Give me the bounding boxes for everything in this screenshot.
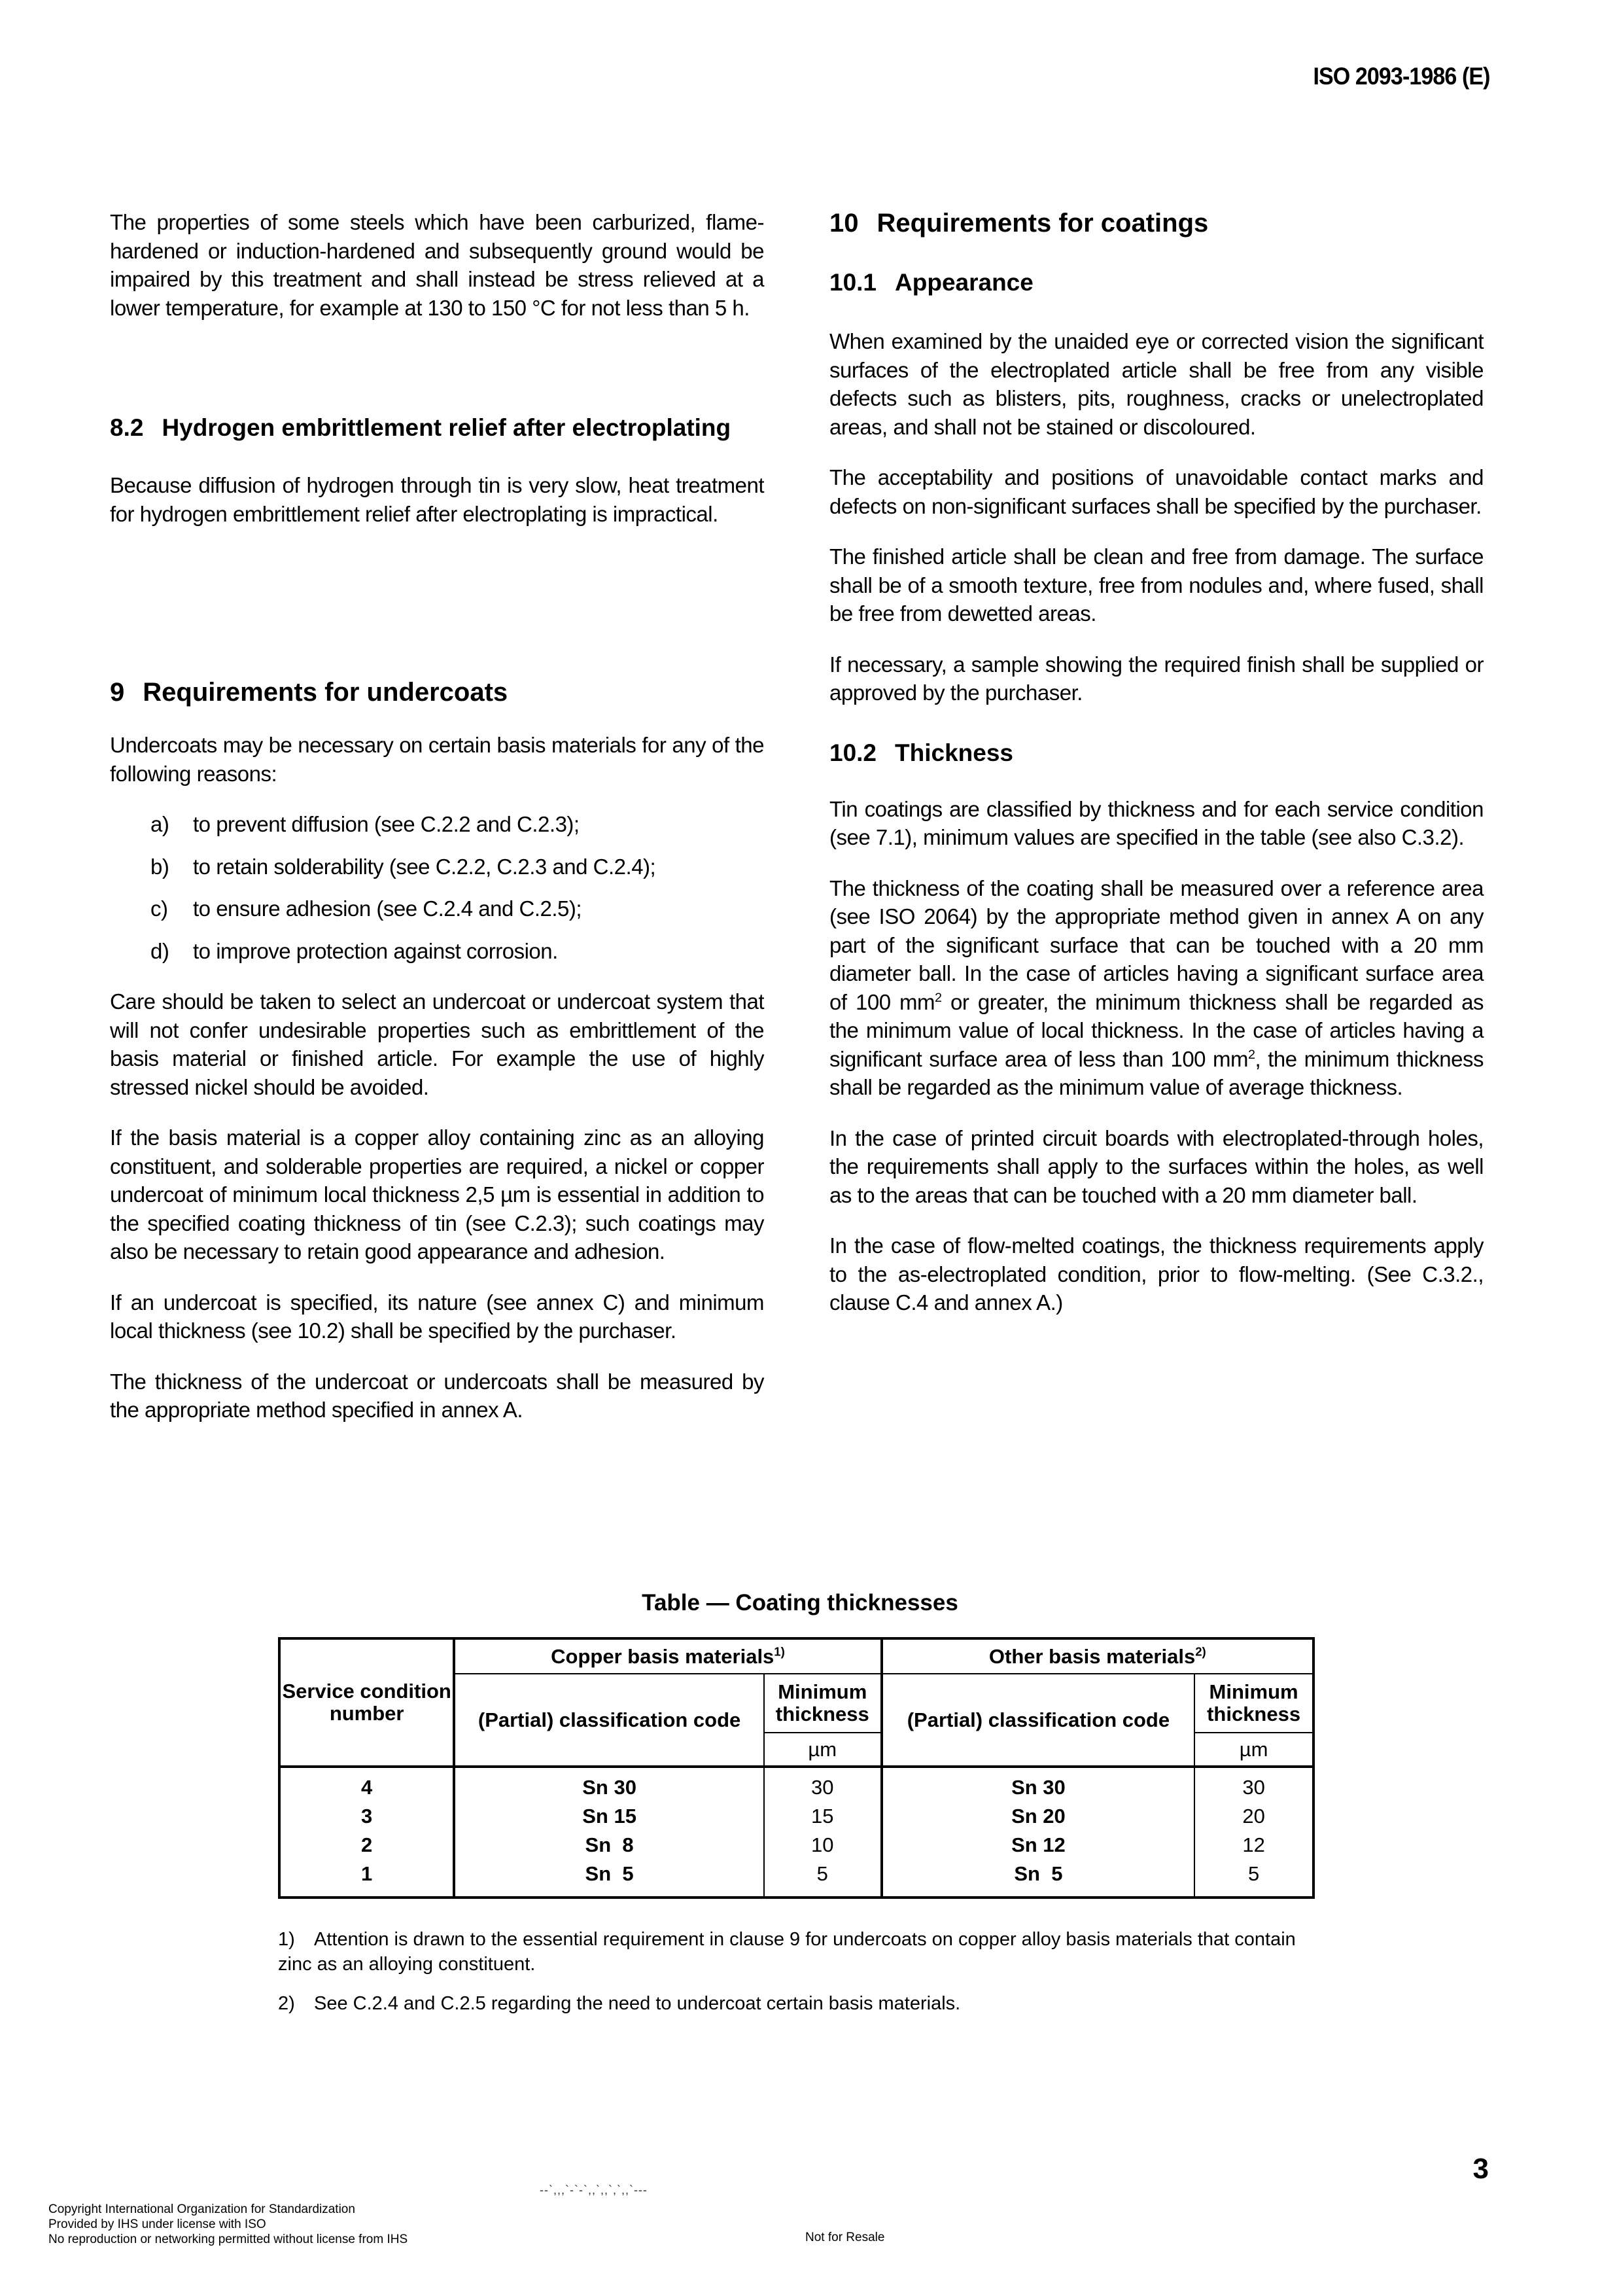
list-label: d) — [150, 938, 169, 963]
section-10-2-heading — [829, 736, 1484, 770]
header-service-condition: Service condition number — [279, 1638, 454, 1767]
cell: 3 — [361, 1805, 373, 1828]
cell: 12 — [1242, 1833, 1265, 1856]
copyright-footer — [48, 2202, 408, 2247]
section-number: 8.2 — [110, 414, 144, 441]
intro-paragraph: The properties of some steels which have been carburized, flame-hardened or induction-hardened and subsequently ground would be impaired by this treatment and shall instead be stress relieved at a lower temperature, for example at 130 to 150 °C for not less than 5 h. — [110, 210, 764, 320]
body-paragraph: Tin coatings are classified by thickness and for each service condition (see 7.1), minimum values are specified in the table (see also C.3.2). — [829, 796, 1484, 849]
list-text: to improve protection against corrosion. — [193, 938, 558, 963]
footnote — [278, 1991, 1325, 2016]
body-paragraph: If an undercoat is specified, its nature (see annex C) and minimum local thickness (see 10.2) shall be specified by the purchaser. — [110, 1290, 764, 1343]
reasons-list — [110, 810, 764, 965]
table-title — [0, 1590, 1600, 1616]
header-other-classification: (Partial) classification code — [882, 1674, 1195, 1767]
body-paragraph: The thickness of the undercoat or undercoats shall be measured by the appropriate method specified in annex A. — [110, 1369, 764, 1422]
header-copper-basis — [454, 1638, 881, 1674]
header-copper-classification: (Partial) classification code — [454, 1674, 764, 1767]
body-paragraph: In the case of flow-melted coatings, the thickness requirements apply to the as-electroplated condition, prior to flow-melting. (See C.3.2., clause C.4 and annex A.) — [829, 1233, 1484, 1315]
cell: 10 — [811, 1833, 834, 1856]
list-text: to prevent diffusion (see C.2.2 and C.2.3); — [193, 812, 580, 836]
section-title: Appearance — [895, 269, 1034, 296]
coating-thickness-table — [278, 1637, 1315, 1899]
body-paragraph: If necessary, a sample showing the required finish shall be supplied or approved by the purchaser. — [829, 652, 1484, 705]
list-label: c) — [150, 896, 168, 921]
section-title: Thickness — [895, 739, 1013, 766]
superscript: 2 — [1248, 1047, 1255, 1062]
superscript: 2 — [935, 990, 942, 1005]
section-8-2 — [110, 411, 764, 528]
unit-other: µm — [1194, 1733, 1313, 1767]
cell: Sn 15 — [582, 1805, 636, 1828]
document-id: ISO 2093-1986 (E) — [1313, 63, 1490, 90]
body-paragraph: Care should be taken to select an undercoat or undercoat system that will not confer undesirable properties such as embrittlement of the basis material or finished article. For example the use of highly stressed nickel should be avoided. — [110, 989, 764, 1099]
copper-code-cells — [454, 1767, 764, 1898]
footnote-ref: 1) — [774, 1644, 785, 1659]
unit-copper: µm — [764, 1733, 882, 1767]
copyright-line: Provided by IHS under license with ISO — [48, 2217, 266, 2231]
not-for-resale: Not for Resale — [805, 2231, 885, 2244]
section-title: Requirements for undercoats — [143, 678, 508, 707]
cell: Sn 30 — [1011, 1776, 1066, 1799]
cell: 5 — [816, 1862, 828, 1885]
list-item — [110, 853, 764, 881]
section-10-heading — [829, 207, 1484, 239]
cell: 4 — [361, 1776, 373, 1799]
table-body-row — [279, 1767, 1313, 1898]
section-9 — [110, 676, 764, 1424]
list-item — [110, 810, 764, 839]
body-paragraph: The acceptability and positions of unavoidable contact marks and defects on non-significant surfaces shall be specified by the purchaser. — [829, 465, 1484, 518]
list-text: to retain solderability (see C.2.2, C.2.3 and C.2.4); — [193, 854, 656, 879]
other-code-cells — [882, 1767, 1195, 1898]
body-paragraph: In the case of printed circuit boards with electroplated-through holes, the requirements shall apply to the surfaces within the holes, as well as to the areas that can be touched with a 20 mm diameter ball. — [829, 1125, 1484, 1207]
cell: Sn 5 — [1014, 1862, 1063, 1885]
list-label: a) — [150, 812, 169, 836]
text-run: or greater, the minimum thickness shall be regarded as the minimum value of local thickness. In the case of articles having a significant surface area of less than 100 mm — [829, 989, 1484, 1071]
cell: 30 — [1242, 1776, 1265, 1799]
page-number: 3 — [1472, 2153, 1489, 2185]
section-9-intro: Undercoats may be necessary on certain basis materials for any of the following reasons: — [110, 733, 764, 786]
copper-min-cells — [764, 1767, 882, 1898]
header-other-min-thickness: Minimum thickness — [1194, 1674, 1313, 1733]
cell: Sn 8 — [585, 1833, 634, 1856]
table-footnotes — [278, 1927, 1325, 2030]
header-copper-min-thickness: Minimum thickness — [764, 1674, 882, 1733]
section-number: 10.2 — [829, 739, 877, 766]
cell: 1 — [361, 1862, 373, 1885]
list-item — [110, 894, 764, 923]
footnote-text: See C.2.4 and C.2.5 regarding the need to undercoat certain basis materials. — [314, 1993, 961, 2014]
cell: 2 — [361, 1833, 373, 1856]
text-run: The thickness of the coating shall be measured over a reference area (see ISO 2064) by the appropriate method given in annex A on any part of the significant surface that can be touched with a 20 mm diameter ball. In the case of articles having a significant surface area of 100 mm — [829, 875, 1484, 1014]
section-title: Hydrogen embrittlement relief after electroplating — [162, 414, 731, 441]
footnote-number: 2) — [278, 1993, 295, 2014]
body-paragraph — [829, 874, 1484, 1102]
cell: Sn 30 — [582, 1776, 636, 1799]
list-text: to ensure adhesion (see C.2.4 and C.2.5); — [193, 896, 582, 921]
body-paragraph: The finished article shall be clean and free from damage. The surface shall be of a smooth texture, free from nodules and, where fused, shall be free from dewetted areas. — [829, 544, 1484, 626]
cell: Sn 5 — [585, 1862, 634, 1885]
other-min-cells — [1194, 1767, 1313, 1898]
copyright-line: No reproduction or networking permitted without license from IHS — [48, 2233, 408, 2246]
cell: 20 — [1242, 1805, 1265, 1828]
section-8-2-paragraph: Because diffusion of hydrogen through tin is very slow, heat treatment for hydrogen embrittlement relief after electroplating is impractical. — [110, 473, 764, 526]
body-paragraph: When examined by the unaided eye or corrected vision the significant surfaces of the electroplated article shall be free from any visible defects such as blisters, pits, roughness, cracks or unelectroplated areas, and shall not be stained or discoloured. — [829, 329, 1484, 439]
table-title-text: Table — Coating thicknesses — [642, 1590, 958, 1616]
header-text: Copper basis materials — [551, 1644, 774, 1668]
cell: 30 — [811, 1776, 834, 1799]
section-number: 9 — [110, 678, 125, 707]
section-number: 10.1 — [829, 269, 877, 296]
list-label: b) — [150, 854, 169, 879]
copyright-line: Copyright International Organization for Standardization — [48, 2202, 355, 2216]
footnote-ref: 2) — [1195, 1644, 1206, 1659]
text-run: , the minimum thickness shall be regarded as the minimum value of average thickness. — [829, 1046, 1484, 1099]
cell: 5 — [1247, 1862, 1260, 1885]
cell: 15 — [811, 1805, 834, 1828]
section-8-2-heading — [110, 411, 764, 445]
service-condition-cells — [279, 1767, 454, 1898]
scan-marks: --`,,,`-`-`,,`,,`,`,,`--- — [540, 2183, 648, 2197]
header-other-basis — [882, 1638, 1313, 1674]
header-text: Other basis materials — [988, 1644, 1196, 1668]
section-title: Requirements for coatings — [877, 209, 1209, 238]
section-10-1-heading — [829, 266, 1484, 300]
footnote-number: 1) — [278, 1929, 295, 1950]
list-item — [110, 937, 764, 966]
footnote-text: Attention is drawn to the essential requirement in clause 9 for undercoats on copper alloy basis materials that contain zinc as an alloying constituent. — [278, 1929, 1296, 1975]
cell: Sn 20 — [1011, 1805, 1066, 1828]
section-number: 10 — [829, 209, 859, 238]
left-column — [110, 208, 764, 322]
section-9-heading — [110, 676, 764, 709]
section-10 — [829, 207, 1484, 1317]
body-paragraph: If the basis material is a copper alloy containing zinc as an alloying constituent, and solderable properties are required, a nickel or copper undercoat of minimum local thickness 2,5 µm is essential in addition to the specified coating thickness of tin (see C.2.3); such coatings may also be necessary to retain good appearance and adhesion. — [110, 1125, 764, 1263]
cell: Sn 12 — [1011, 1833, 1066, 1856]
footnote — [278, 1927, 1325, 1977]
